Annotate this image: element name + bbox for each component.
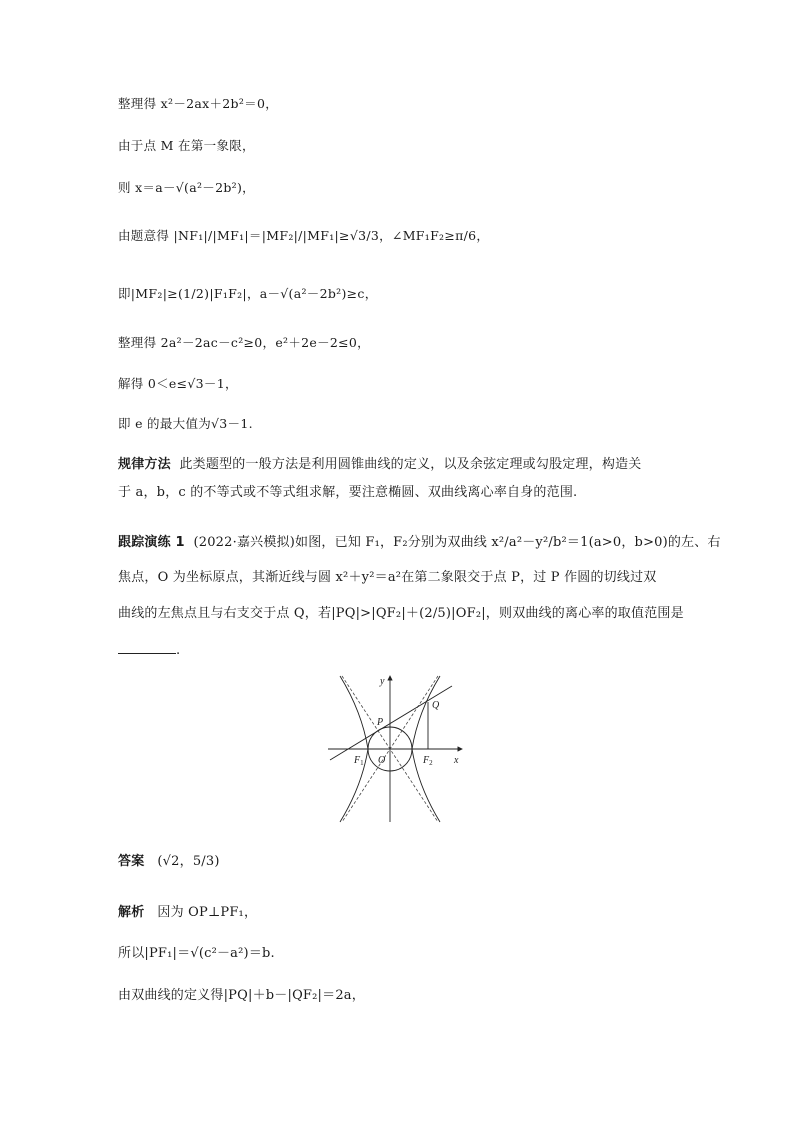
label-F1: $F_1$ xyxy=(354,755,364,767)
derivation-line-6: 整理得 2a²－2ac－c²≥0，e²＋2e－2≤0， xyxy=(118,335,370,350)
method-line-1 xyxy=(118,455,642,475)
method-line-2: 于 a，b，c 的不等式或不等式组求解，要注意椭圆、双曲线离心率自身的范围. xyxy=(118,485,578,500)
derivation-line-5: 即|MF₂|≥(1/2)|F₁F₂|，a－√(a²－2b²)≥c， xyxy=(118,286,378,301)
method-text-1: 此类题型的一般方法是利用圆锥曲线的定义，以及余弦定理或勾股定理，构造关 xyxy=(179,457,642,472)
practice-line-4 xyxy=(118,641,180,661)
method-label: 规律方法 xyxy=(118,457,171,472)
answer-line xyxy=(118,852,220,872)
answer-value: (√2，5/3) xyxy=(157,854,220,869)
practice-line-2: 焦点，O 为坐标原点，其渐近线与圆 x²＋y²＝a²在第二象限交于点 P，过 P 作圆的切线过双 xyxy=(118,570,657,585)
derivation-line-2: 由于点 M 在第一象限， xyxy=(118,138,255,153)
label-y: y xyxy=(380,676,385,687)
label-F2: $F_2$ xyxy=(423,755,433,767)
derivation-line-8: 即 e 的最大值为√3－1. xyxy=(118,416,253,431)
analysis-line-3: 由双曲线的定义得|PQ|＋b－|QF₂|＝2a， xyxy=(118,988,365,1003)
analysis-label: 解析 xyxy=(118,905,145,920)
derivation-line-7: 解得 0＜e≤√3－1， xyxy=(118,376,238,391)
practice-line-3: 曲线的左焦点且与右支交于点 Q，若|PQ|>|QF₂|＋(2/5)|OF₂|，则双曲线的离心率的取值范围是 xyxy=(118,606,684,621)
answer-blank xyxy=(118,641,176,654)
analysis-line-2: 所以|PF₁|＝√(c²－a²)＝b. xyxy=(118,946,275,961)
practice-label: 跟踪演练 1 xyxy=(118,535,185,550)
hyperbola-figure xyxy=(326,672,466,824)
practice-line-1 xyxy=(118,533,721,553)
practice-text-1: (2022·嘉兴模拟)如图，已知 F₁，F₂分别为双曲线 x²/a²－y²/b²＝1(a>0，b>0)的左、右 xyxy=(193,535,721,550)
derivation-line-4: 由题意得 |NF₁|/|MF₁|＝|MF₂|/|MF₁|≥√3/3，∠MF₁F₂≥π/6， xyxy=(118,228,490,243)
derivation-line-3: 则 x＝a－√(a²－2b²)， xyxy=(118,180,255,195)
analysis-text-1: 因为 OP⊥PF₁， xyxy=(157,905,258,920)
practice-line-end: . xyxy=(176,643,181,658)
label-P: P xyxy=(377,717,384,728)
label-x: x xyxy=(454,755,459,766)
derivation-line-1: 整理得 x²－2ax＋2b²＝0， xyxy=(118,96,279,111)
label-O: O xyxy=(378,755,386,766)
label-Q: Q xyxy=(432,700,440,711)
answer-label: 答案 xyxy=(118,854,145,869)
analysis-line-1 xyxy=(118,903,257,923)
